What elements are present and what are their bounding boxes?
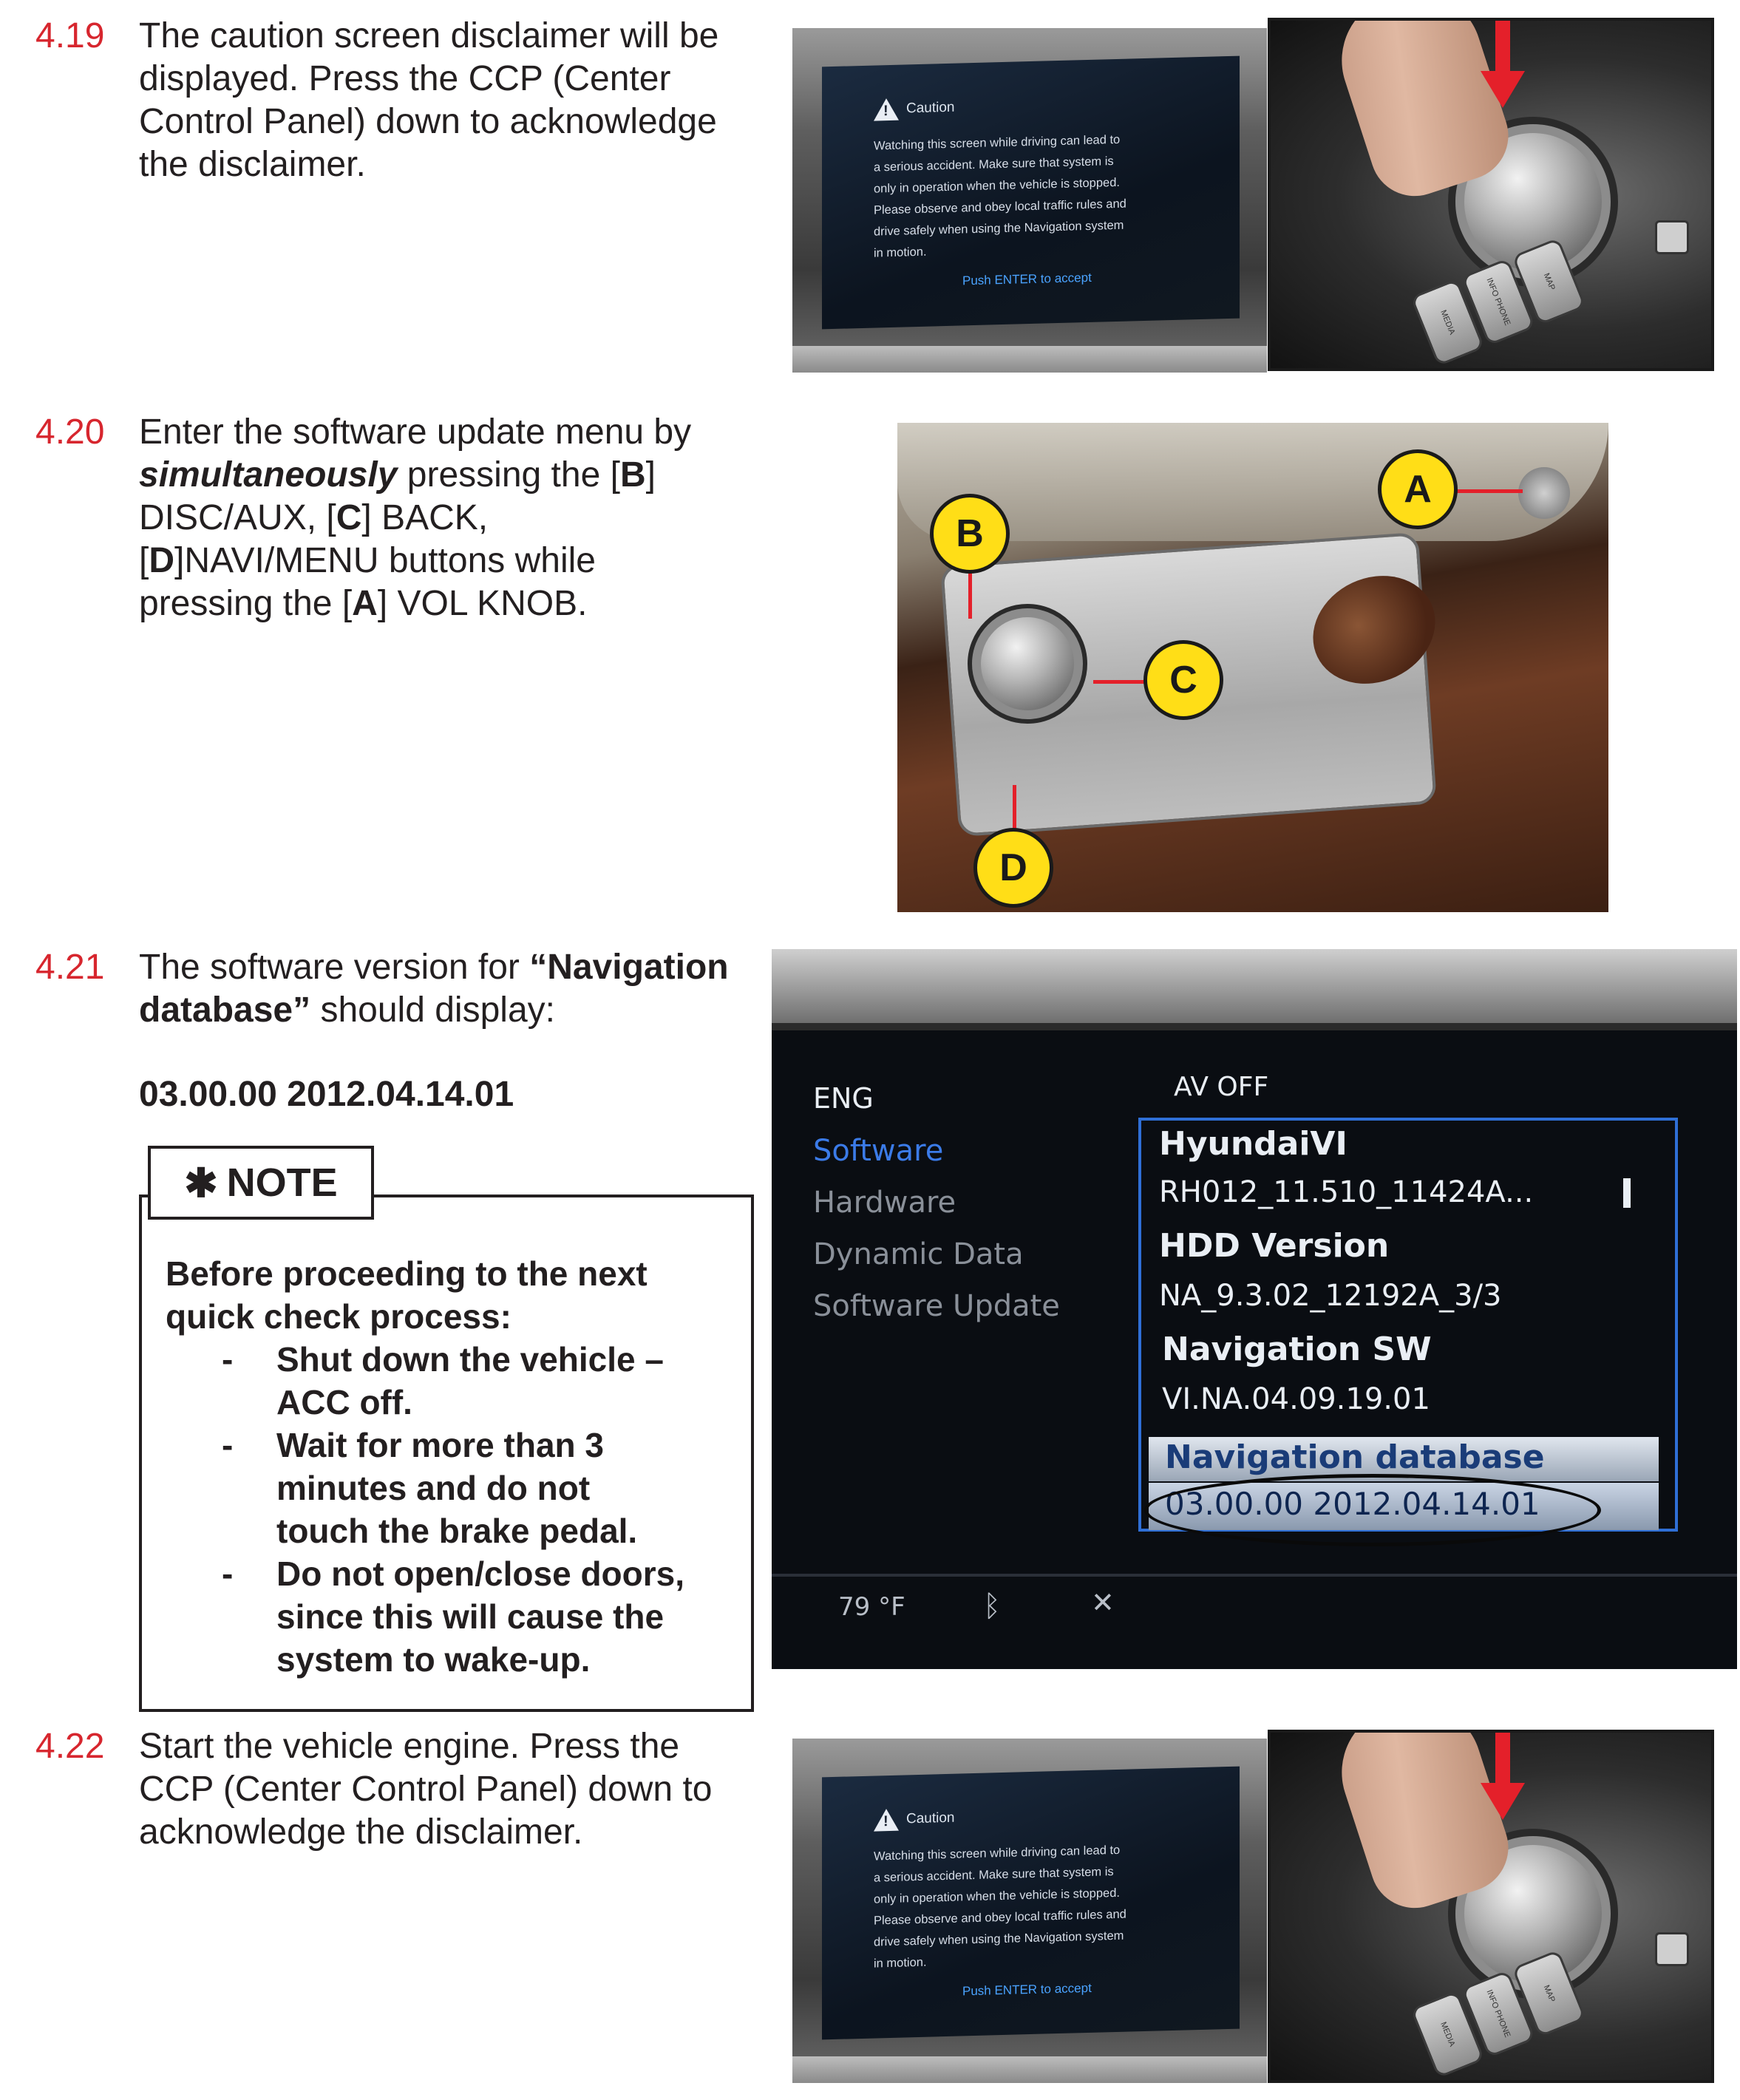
menu-hardware: Hardware	[813, 1186, 956, 1220]
av-off-label: AV OFF	[1174, 1072, 1269, 1102]
text-line: touch the brake pedal.	[276, 1512, 638, 1550]
callout-b: B	[930, 494, 1010, 574]
vol-knob	[1518, 467, 1570, 519]
text-line	[139, 497, 691, 540]
step-number: 4.22	[35, 1727, 105, 1766]
text-line: acknowledge the disclaimer.	[139, 1812, 583, 1852]
text-line	[139, 946, 729, 989]
note-item	[276, 1552, 684, 1681]
note-tab	[148, 1146, 374, 1220]
entry-label: HyundaiVI	[1159, 1125, 1348, 1163]
bluetooth-icon: ᛒ	[983, 1589, 1001, 1623]
bold-text: database”	[139, 990, 311, 1030]
entry-value: NA_9.3.02_12192A_3/3	[1159, 1279, 1502, 1313]
caution-line: a serious accident. Make sure that system is	[874, 154, 1114, 174]
text-line: Do not open/close doors,	[276, 1554, 685, 1593]
caution-screen-photo	[792, 28, 1267, 373]
text-line	[139, 582, 691, 625]
text-span: DISC/AUX, [	[139, 498, 336, 537]
text-span: should display:	[310, 990, 555, 1030]
entry-value: RH012_11.510_11424A...	[1159, 1175, 1534, 1209]
nav-screen-photo	[772, 949, 1737, 1669]
temperature: 79 °F	[838, 1592, 905, 1622]
warning-triangle-icon: !	[874, 98, 899, 121]
text-span: ]NAVI/MENU buttons while	[174, 541, 596, 580]
text-line	[139, 454, 691, 497]
callout-a: A	[1378, 449, 1458, 529]
caution-line: Please observe and obey local traffic rules and	[874, 1907, 1126, 1928]
lang-label: ENG	[813, 1082, 874, 1115]
caution-title	[874, 1807, 955, 1832]
menu-software-update: Software Update	[813, 1289, 1060, 1323]
dashboard-top	[772, 949, 1737, 1023]
expected-version: 03.00.00 2012.04.14.01	[139, 1075, 514, 1114]
text-span: [	[139, 541, 149, 580]
red-arrow-head-icon	[1481, 71, 1525, 108]
bold-text: “Navigation	[529, 948, 729, 987]
step-4-22-text	[139, 1725, 712, 1854]
entry-value-selected: 03.00.00 2012.04.14.01	[1165, 1486, 1540, 1522]
bullet-dash: -	[222, 1340, 234, 1379]
entry-label: Navigation SW	[1162, 1331, 1432, 1368]
entry-value: VI.NA.04.09.19.01	[1162, 1382, 1430, 1416]
mute-icon: ✕	[1091, 1586, 1115, 1619]
menu-dynamic-data: Dynamic Data	[813, 1237, 1024, 1271]
info-phone-button: INFO PHONE	[1461, 1970, 1536, 2058]
knob-photo	[1268, 18, 1714, 371]
bold-letter: D	[149, 541, 175, 580]
callout-d: D	[973, 828, 1053, 908]
caution-line: a serious accident. Make sure that system is	[874, 1865, 1114, 1885]
callout-c: C	[1143, 640, 1223, 720]
text-line: Start the vehicle engine. Press the	[139, 1727, 680, 1766]
text-span: The software version for	[139, 948, 530, 987]
text-span: pressing the [	[397, 455, 620, 495]
note-label: NOTE	[226, 1161, 338, 1205]
bold-letter: B	[619, 455, 646, 495]
caution-screen	[822, 56, 1240, 330]
bold-letter: C	[336, 498, 362, 537]
step-number: 4.20	[35, 412, 105, 452]
text-span: pressing the [	[139, 584, 353, 623]
caution-line: only in operation when the vehicle is stopped.	[874, 1886, 1120, 1906]
media-button: MEDIA	[1410, 279, 1485, 367]
bullet-dash: -	[222, 1554, 234, 1593]
circle-annotation	[1144, 1474, 1601, 1546]
nav-screen	[772, 1030, 1737, 1669]
text-line: Enter the software update menu by	[139, 412, 692, 452]
push-enter-text: Push ENTER to accept	[962, 1980, 1092, 1999]
caution-line: Watching this screen while driving can lead to	[874, 1843, 1121, 1863]
red-arrow-icon	[1495, 21, 1510, 72]
caution-title	[874, 97, 955, 121]
note-item	[276, 1338, 664, 1424]
caution-screen-photo	[792, 1739, 1267, 2083]
map-button: MAP	[1512, 237, 1586, 325]
emphasis: simultaneously	[139, 455, 398, 495]
caution-line: only in operation when the vehicle is stopped.	[874, 175, 1120, 196]
bullet-dash: -	[222, 1426, 234, 1464]
caution-line: Watching this screen while driving can lead to	[874, 132, 1121, 153]
bold-letter: A	[352, 584, 378, 623]
step-number: 4.21	[35, 948, 105, 987]
map-button: MAP	[1512, 1949, 1586, 2037]
text-line: The caution screen disclaimer will be	[139, 16, 719, 55]
warning-triangle-icon: !	[874, 1809, 899, 1832]
text-line: ACC off.	[276, 1383, 412, 1421]
caution-line: in motion.	[874, 245, 927, 260]
caution-line: drive safely when using the Navigation system	[874, 1929, 1124, 1949]
text-line: system to wake-up.	[276, 1640, 591, 1679]
entry-label-selected: Navigation database	[1165, 1438, 1545, 1476]
knob-photo	[1268, 1730, 1714, 2083]
text-line: since this will cause the	[276, 1597, 665, 1636]
text-span: ] VOL KNOB.	[377, 584, 588, 623]
menu-software: Software	[813, 1134, 944, 1168]
text-span: ]	[645, 455, 656, 495]
info-phone-button: INFO PHONE	[1461, 258, 1536, 346]
step-4-21-text	[139, 946, 729, 1032]
text-line: Shut down the vehicle –	[276, 1340, 664, 1379]
text-line: Wait for more than 3	[276, 1426, 604, 1464]
caution-title-text: Caution	[906, 99, 955, 117]
media-button: MEDIA	[1410, 1991, 1485, 2079]
red-arrow-icon	[1495, 1733, 1510, 1784]
caution-line: Please observe and obey local traffic rules and	[874, 197, 1126, 217]
caution-body	[874, 129, 1126, 265]
text-line: Control Panel) down to acknowledge	[139, 102, 717, 141]
entry-label: HDD Version	[1159, 1227, 1390, 1265]
step-number: 4.19	[35, 16, 105, 55]
caution-screen	[822, 1767, 1240, 2040]
asterisk-icon: ✱	[184, 1161, 218, 1206]
note-item	[276, 1424, 637, 1552]
push-enter-text: Push ENTER to accept	[962, 270, 1092, 288]
scrollbar-thumb	[1623, 1178, 1631, 1208]
caution-line: drive safely when using the Navigation system	[874, 218, 1124, 239]
text-line: Before proceeding to the next	[166, 1254, 648, 1293]
caution-title-text: Caution	[906, 1810, 955, 1827]
note-intro	[166, 1252, 648, 1338]
ccp-knob	[968, 604, 1087, 724]
text-line: quick check process:	[166, 1297, 512, 1336]
text-line	[139, 540, 691, 582]
step-4-20-text	[139, 411, 691, 625]
step-4-19-text	[139, 15, 718, 186]
text-line: the disclaimer.	[139, 145, 366, 184]
text-line: minutes and do not	[276, 1469, 591, 1507]
caution-body	[874, 1840, 1126, 1975]
text-line	[139, 989, 729, 1032]
red-arrow-head-icon	[1481, 1783, 1525, 1820]
text-line: displayed. Press the CCP (Center	[139, 59, 671, 98]
caution-line: in motion.	[874, 1955, 927, 1971]
console-photo	[897, 423, 1608, 912]
text-span: ] BACK,	[361, 498, 489, 537]
text-line: CCP (Center Control Panel) down to	[139, 1770, 713, 1809]
